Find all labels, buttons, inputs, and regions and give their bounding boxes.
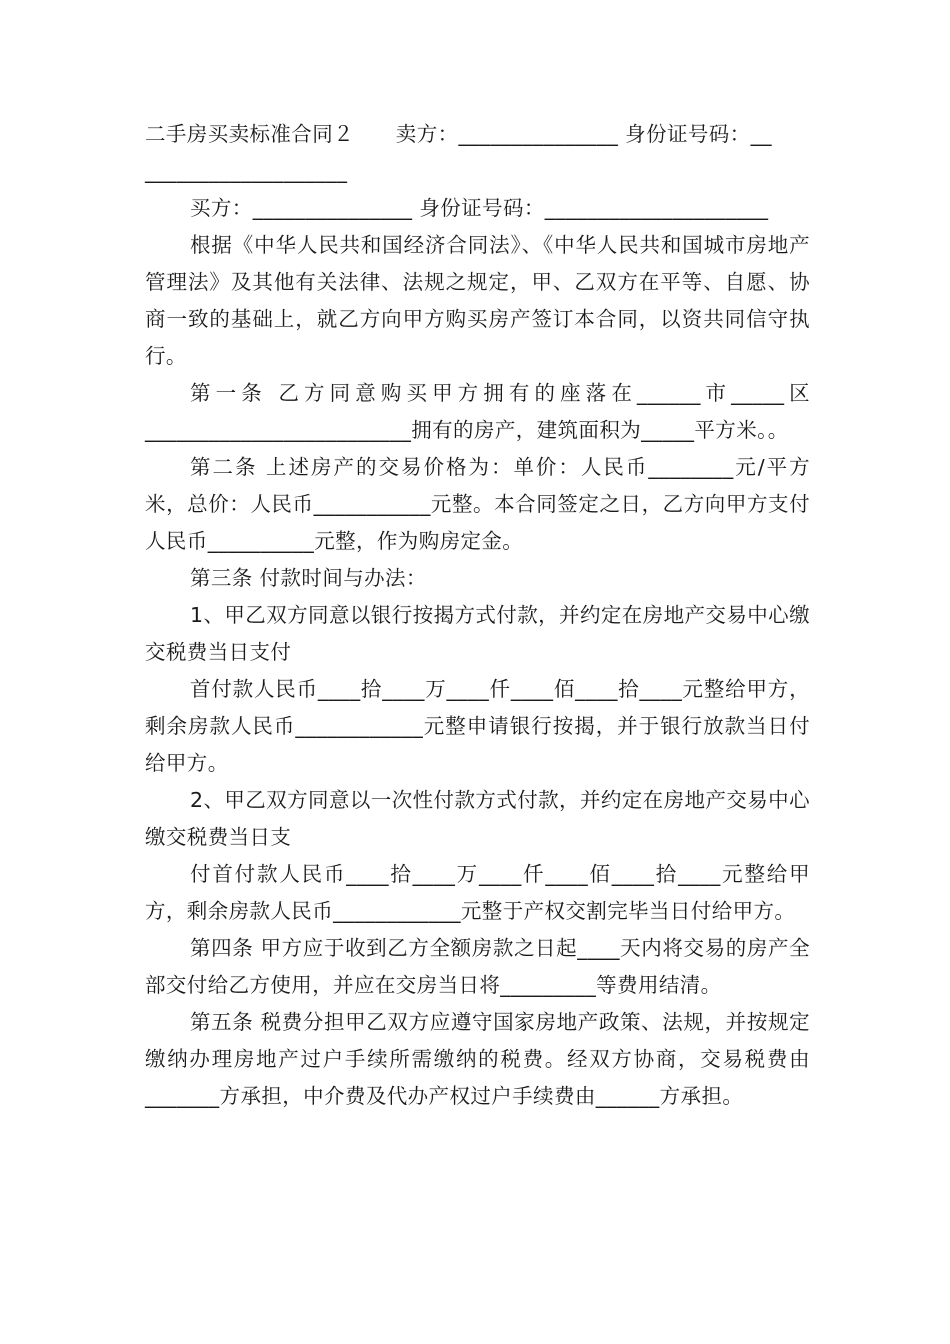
article-1: 第一条 乙方同意购买甲方拥有的座落在______市_____区_________________________拥有的房产，建筑面积为_____平方米。。 <box>145 381 810 442</box>
preamble-paragraph: 根据《中华人民共和国经济合同法》、《中华人民共和国城市房地产管理法》及其他有关法律、法规之规定，甲、乙双方在平等、自愿、协商一致的基础上，就乙方向甲方购买房产签订本合同，以资共同信守执行。 <box>145 233 810 368</box>
buyer-line: 买方：_______________ 身份证号码：_____________________ <box>190 196 769 220</box>
article-5: 第五条 税费分担甲乙双方应遵守国家房地产政策、法规，并按规定缴纳办理房地产过户手续所需缴纳的税费。经双方协商，交易税费由_______方承担，中介费及代办产权过户手续费由______方承担。 <box>145 1010 810 1108</box>
article-4: 第四条 甲方应于收到乙方全额房款之日起____天内将交易的房产全部交付给乙方使用，并应在交房当日将_________等费用结清。 <box>145 936 810 997</box>
contract-body <box>145 116 810 1115</box>
article-3-item-1-detail: 首付款人民币____拾____万____仟____佰____拾____元整给甲方，剩余房款人民币____________元整申请银行按揭，并于银行放款当日付给甲方。 <box>145 677 810 775</box>
article-3-item-2-detail: 付首付款人民币____拾____万____仟____佰____拾____元整给甲方，剩余房款人民币____________元整于产权交割完毕当日付给甲方。 <box>145 862 810 923</box>
title-line-continuation: ___________________ <box>145 159 348 183</box>
article-3-item-2: 2、甲乙双方同意以一次性付款方式付款，并约定在房地产交易中心缴交税费当日支 <box>145 788 810 849</box>
article-2: 第二条 上述房产的交易价格为：单价：人民币________元/平方米，总价：人民币___________元整。本合同签定之日，乙方向甲方支付人民币__________元整，作为购房定金。 <box>145 455 810 553</box>
title-line: 二手房买卖标准合同２ 卖方：_______________ 身份证号码：__ <box>145 122 772 146</box>
article-3-item-1: 1、甲乙双方同意以银行按揭方式付款，并约定在房地产交易中心缴交税费当日支付 <box>145 603 810 664</box>
article-3-heading: 第三条 付款时间与办法： <box>190 566 427 590</box>
